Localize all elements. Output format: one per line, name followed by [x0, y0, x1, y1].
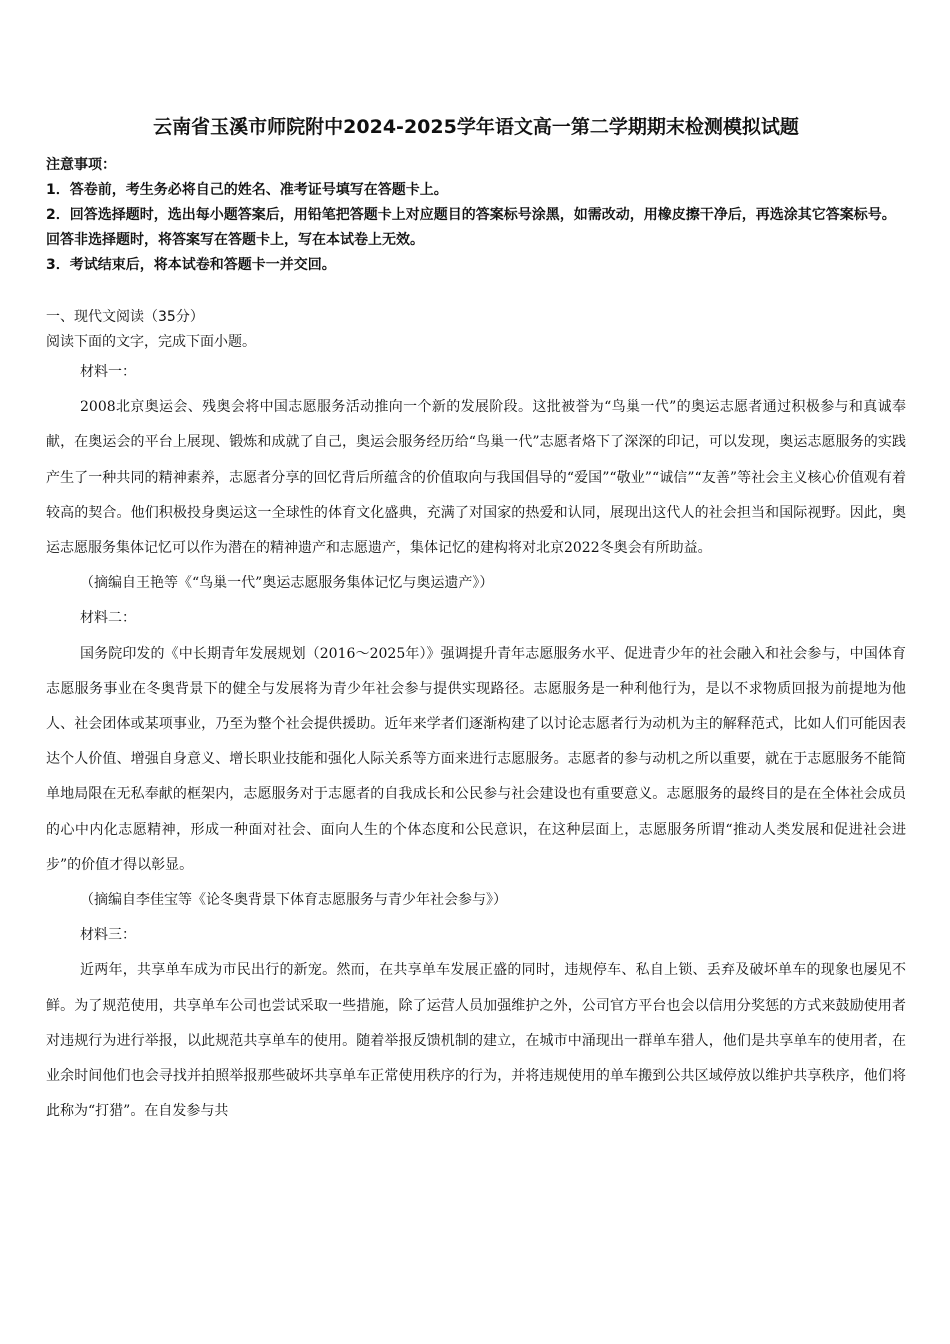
- material-label: 材料一：: [80, 364, 136, 380]
- reading-passage: [46, 355, 906, 1129]
- notice-block: [46, 153, 906, 278]
- material-label: 材料二：: [80, 610, 136, 627]
- section-intro: 阅读下面的文字，完成下面小题。: [46, 334, 256, 350]
- material-text: 国务院印发的《中长期青年发展规划（2016～2025年）》强调提升青年志愿服务水平、促进青少年的社会融入和社会参与，中国体育志愿服务事业在冬奥背景下的健全与发展将为青少年社会参与提供实现路径。志愿服务是一种利他行为，是以不求物质回报为前提地为他人、社会团体或某项事业，乃至为整个社会提供援助。近年来学者们逐渐构建了以讨论志愿者行为动机为主的解释范式，比如人们可能因表达个人价值、增强自身意义、增长职业技能和强化人际关系等方面来进行志愿服务。志愿者的参与动机之所以重要，就在于志愿服务不能简单地局限在无私奉献的框架内，志愿服务对于志愿者的自我成长和公民参与社会建设也有重要意义。志愿服务的最终目的是在全体社会成员的心中内化志愿精神，形成一种面对社会、面向人生的个体态度和公民意识，在这种层面上，志愿服务所谓“推动人类发展和促进社会进步”的价值才得以彰显。: [46, 645, 906, 873]
- exam-title: 云南省玉溪市师院附中2024-2025学年语文高一第二学期期末检测模拟试题: [153, 116, 799, 138]
- material-label: 材料三：: [80, 927, 136, 944]
- exam-page: [46, 112, 906, 1129]
- notice-heading: 注意事项：: [46, 157, 116, 173]
- material-text: 近两年，共享单车成为市民出行的新宠。然而，在共享单车发展正盛的同时，违规停车、私自上锁、丢弃及破坏单车的现象也屡见不鲜。为了规范使用，共享单车公司也尝试采取一些措施，除了运营人员加强维护之外，公司官方平台也会以信用分奖惩的方式来鼓励使用者对违规行为进行举报，以此规范共享单车的使用。随着举报反馈机制的建立，在城市中涌现出一群单车猎人，他们是共享单车的使用者，在业余时间他们也会寻找并拍照举报那些破坏共享单车正常使用秩序的行为，并将违规使用的单车搬到公共区域停放以维护共享秩序，他们将此称为“打猎”。在自发参与共: [46, 962, 906, 1120]
- notice-item: 3．考试结束后，将本试卷和答题卡一并交回。: [46, 257, 336, 273]
- material-source: （摘编自李佳宝等《论冬奥背景下体育志愿服务与青少年社会参与》）: [80, 892, 507, 909]
- notice-item: 2．回答选择题时，选出每小题答案后，用铅笔把答题卡上对应题目的答案标号涂黑，如需改动，用橡皮擦干净后，再选涂其它答案标号。回答非选择题时，将答案写在答题卡上，写在本试卷上无效。: [46, 207, 896, 248]
- notice-item: 1．答卷前，考生务必将自己的姓名、准考证号填写在答题卡上。: [46, 182, 448, 198]
- spacer: [46, 278, 906, 305]
- material-source: （摘编自王艳等《“鸟巢一代”奥运志愿服务集体记忆与奥运遗产》）: [80, 575, 494, 592]
- material-text: 2008北京奥运会、残奥会将中国志愿服务活动推向一个新的发展阶段。这批被誉为“鸟巢一代”的奥运志愿者通过积极参与和真诚奉献，在奥运会的平台上展现、锻炼和成就了自己，奥运会服务经历给“鸟巢一代”志愿者烙下了深深的印记，可以发现，奥运志愿服务的实践产生了一种共同的精神素养，志愿者分享的回忆背后所蕴含的价值取向与我国倡导的“爱国”“敬业”“诚信”“友善”等社会主义核心价值观有着较高的契合。他们积极投身奥运这一全球性的体育文化盛典，充满了对国家的热爱和认同，展现出这代人的社会担当和国际视野。因此，奥运志愿服务集体记忆可以作为潜在的精神遗产和志愿遗产，集体记忆的建构将对北京2022冬奥会有所助益。: [46, 399, 906, 557]
- section-heading: 一、现代文阅读（35分）: [46, 309, 204, 325]
